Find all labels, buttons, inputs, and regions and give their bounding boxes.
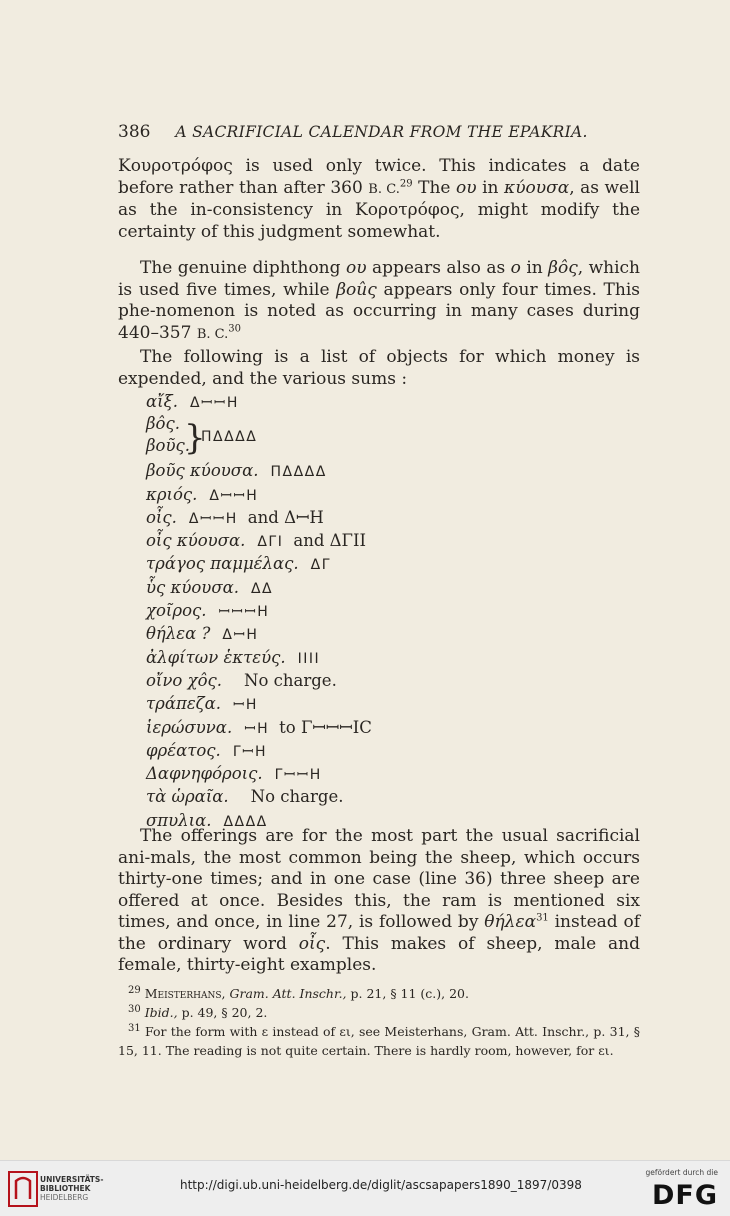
item-name: τράπεζα.: [146, 694, 221, 714]
list-item: [146, 599, 506, 622]
item-note: to ΓꟷꟷꟷΙC: [279, 717, 372, 737]
paragraph-1: [118, 156, 640, 243]
footnote-ref: 30: [228, 322, 241, 334]
item-name: χοῖρος.: [146, 601, 207, 621]
paragraph-text: . This makes of sheep, male and female, thirty-eight examples.: [118, 933, 641, 975]
item-name: σπυλια.: [146, 810, 212, 830]
footnote-title: Gram. Att. Inschr.,: [229, 986, 347, 1001]
footnotes: [118, 984, 640, 1060]
funding-note: gefördert durch die: [645, 1168, 718, 1177]
item-value: ΔꟷꟷΗ: [209, 487, 259, 504]
item-name: ἀλφίτων ἑκτεύς.: [146, 647, 286, 667]
item-value: ΓꟷΗ: [232, 743, 268, 760]
era-abbrev: B. C.: [368, 181, 400, 197]
item-value: ΔΓΙ: [257, 534, 284, 551]
item-value: ΔꟷꟷΗ: [189, 395, 239, 411]
footnote-text: For the form with ε instead of ει, see Meisterhans, Gram. Att. Inschr., p. 31, § 15, 11. The reading is not quite certain. There is hardly room, however, for ει.: [118, 1024, 640, 1058]
greek-word: κύουσα: [504, 177, 570, 198]
list-item: [146, 390, 506, 413]
list-item: [146, 785, 506, 808]
greek-word: βοûς: [336, 279, 377, 300]
greek-word: ου: [456, 177, 477, 198]
list-item: [146, 576, 506, 599]
footnote-number: 29: [128, 984, 141, 996]
greek-word: βôς: [548, 258, 578, 278]
paragraph-text: The offerings are for the most part the usual sacrificial ani-mals, the most common being the sheep, which occurs thirty-one times; and in one case (line 36) three sheep are offered at once. Besides this, the ram is mentioned six times, and once, in line 27, is followed by: [118, 826, 640, 932]
list-item: [146, 622, 506, 645]
list-item-brace: [146, 413, 506, 459]
item-value: ꟷΗ: [233, 697, 258, 714]
item-name: τὰ ὡραῖα.: [146, 787, 229, 807]
greek-word: ο: [510, 258, 521, 278]
page-number: 386: [118, 122, 151, 142]
item-value: ꟷΗ: [244, 720, 270, 737]
item-name: θήλεα ?: [146, 624, 211, 644]
greek-word: Κοροτρόφος: [355, 200, 460, 220]
item-name: οἶς.: [146, 507, 177, 527]
paragraph-3: [118, 347, 640, 390]
item-value: ΠΔΔΔΔ: [270, 464, 327, 481]
item-value: ΙΙΙΙ: [297, 650, 321, 667]
list-item: [146, 646, 506, 669]
item-name: οἴνο χôς.: [146, 670, 223, 690]
greek-word: θήλεα: [484, 912, 537, 932]
item-value: ꟷꟷꟷΗ: [218, 604, 270, 621]
footnote-text: p. 49, § 20, 2.: [177, 1005, 268, 1020]
greek-word: οἶς: [298, 933, 326, 954]
paragraph-text: in: [520, 258, 549, 278]
list-item: [146, 669, 506, 692]
paragraph-text: instead of the ordinary word: [118, 912, 641, 954]
paragraph-text: , as well as the in-consistency in: [118, 177, 640, 220]
list-item: [146, 459, 506, 482]
item-name: φρέατος.: [146, 740, 221, 760]
list-item: [146, 483, 506, 506]
item-value: ΔꟷꟷΗ: [188, 510, 238, 527]
paragraph-text: in: [476, 177, 505, 198]
greek-word: ου: [345, 258, 367, 278]
library-name-line: BIBLIOTHEK: [40, 1184, 91, 1193]
item-value: ΔΔΔΔ: [223, 813, 268, 830]
item-note: and ΔΓΙΙ: [293, 531, 367, 551]
list-item: [146, 552, 506, 575]
paragraph-text: , which is used five times, while: [118, 258, 641, 300]
item-note: No charge.: [244, 670, 337, 690]
footnote: [118, 1003, 640, 1022]
footnote-title: Ibid.,: [144, 1005, 178, 1020]
item-name: οἶς κύουσα.: [146, 531, 246, 551]
list-item: [146, 716, 506, 739]
item-name: βοῦς.: [146, 436, 190, 456]
greek-word: Κουροτρόφος: [118, 156, 233, 176]
paragraph-text: The: [412, 177, 457, 198]
library-name-line: UNIVERSITÄTS-: [40, 1175, 104, 1184]
footnote-number: 30: [128, 1003, 141, 1015]
paragraph-2: [118, 258, 640, 345]
footnote-ref: 29: [399, 177, 413, 189]
list-item: [146, 762, 506, 785]
paragraph-text: appears only four times. This phe-nomenon is noted as occurring in many cases during 440–357: [118, 279, 640, 343]
paragraph-4: [118, 826, 640, 977]
footnote: [118, 1022, 640, 1060]
paragraph-text: is used only twice. This indicates a date before rather than after 360: [118, 156, 640, 198]
dfg-logo[interactable]: DFG: [651, 1180, 718, 1211]
paragraph-text: appears also as: [366, 258, 511, 278]
item-value: ΔΓ: [310, 557, 332, 574]
expense-list: [146, 390, 506, 832]
footnote: [118, 984, 640, 1003]
item-name: αἴξ.: [146, 392, 178, 411]
list-item: [146, 692, 506, 715]
library-name: [40, 1175, 103, 1202]
running-header: [118, 122, 638, 142]
library-logo-icon: [8, 1171, 38, 1207]
item-name: κριός.: [146, 484, 198, 504]
item-name: Δαφνηφόροις.: [146, 764, 263, 784]
footnote-ref: 31: [536, 912, 549, 924]
item-name: τράγος παμμέλας.: [146, 554, 299, 574]
library-name-line: HEIDELBERG: [40, 1193, 89, 1202]
item-name: βοῦς κύουσα.: [146, 461, 259, 481]
footnote-text: p. 21, § 11 (c.), 20.: [346, 986, 469, 1001]
item-note: No charge.: [250, 787, 344, 807]
item-name: ἱερώσυνα.: [146, 717, 233, 737]
item-name: βôς.: [146, 414, 180, 434]
list-item: [146, 739, 506, 762]
item-value: ΔΔ: [250, 580, 274, 597]
list-item: [146, 529, 506, 552]
paragraph-text: The following is a list of objects for which money is expended, and the various sums :: [118, 347, 640, 389]
item-name: ὗς κύουσα.: [146, 577, 239, 597]
footnote-number: 31: [128, 1022, 141, 1034]
item-value: ΠΔΔΔΔ: [201, 429, 258, 446]
item-note: and ΔꟷΗ: [247, 507, 324, 527]
viewer-footer: [0, 1160, 730, 1216]
era-abbrev: B. C.: [196, 326, 229, 342]
footnote-author: Meisterhans,: [144, 986, 226, 1001]
running-title: A SACRIFICIAL CALENDAR FROM THE EPAKRIA.: [175, 123, 588, 141]
paragraph-text: The genuine diphthong: [140, 258, 346, 278]
brace-glyph: }: [184, 418, 206, 459]
list-item: [146, 506, 506, 529]
item-value: ΔꟷΗ: [222, 627, 259, 644]
permalink[interactable]: http://digi.ub.uni-heidelberg.de/diglit/ascsapapers1890_1897/0398: [180, 1178, 582, 1192]
paragraph-text: , might modify the certainty of this judgment somewhat.: [118, 200, 641, 242]
item-value: ΓꟷꟷΗ: [274, 767, 322, 784]
